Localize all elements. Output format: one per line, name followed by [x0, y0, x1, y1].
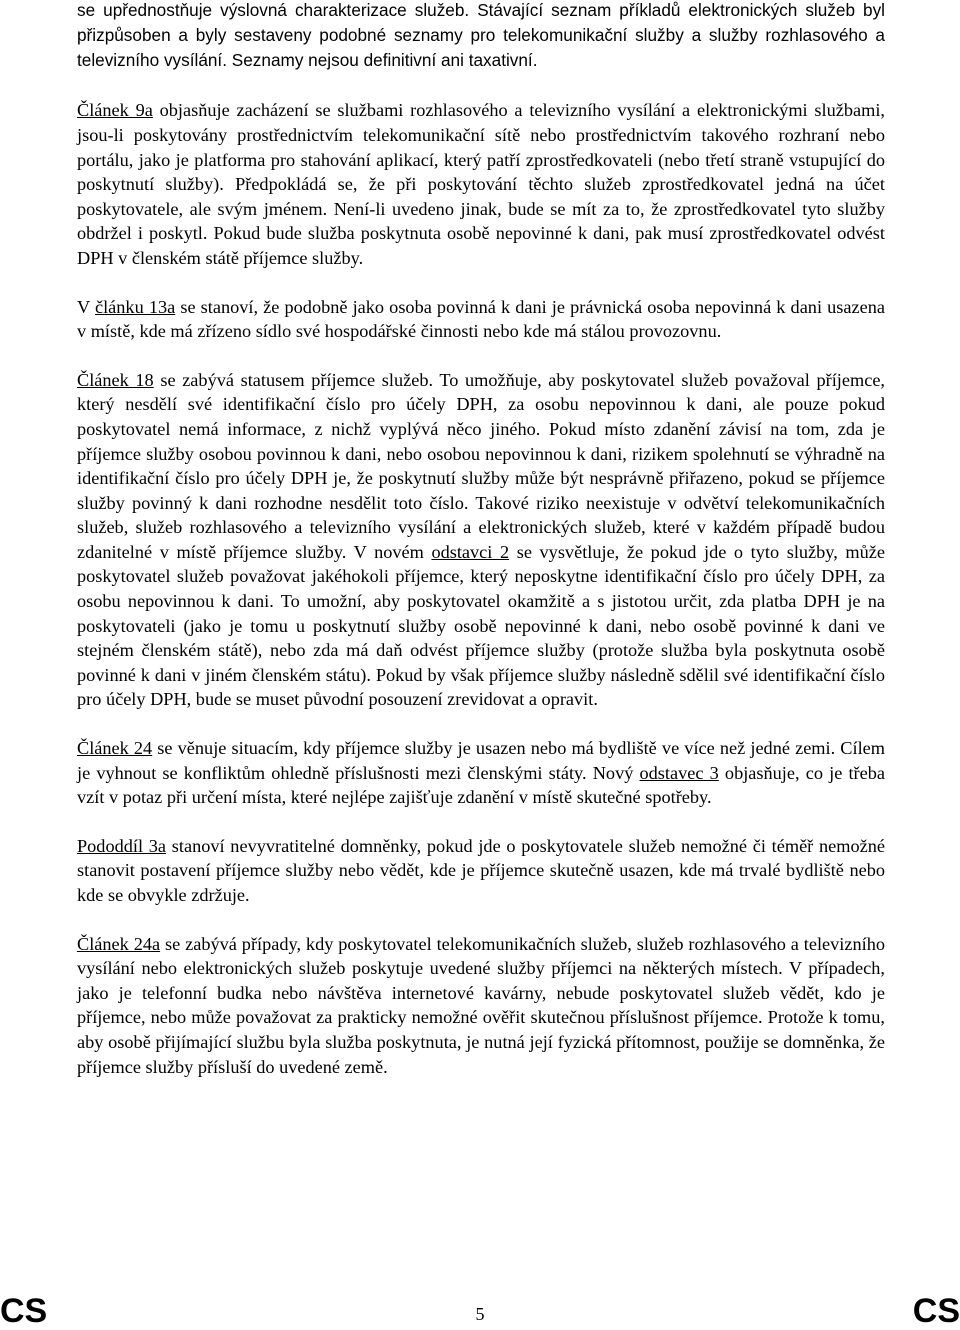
paragraph-3-reference: odstavec 3	[639, 762, 719, 783]
paragraph-text: se vysvětluje, že pokud jde o tyto služby, může poskytovatel služeb považovat jakéhokoli příjemce, který neposkytne identifikační číslo pro účely DPH, za osobu nepovinnou k dani. To umožní, aby poskytovatel okamžitě a s jistotou určit, zda platba DPH je na poskytovateli (jako je tomu u poskytnutí služby osobě nepovinné k dani, nebo osobě povinné k dani ve stejném členském státě), nebo zda má daň odvést příjemce služby (protože služba byla poskytnuta osobě povinné k dani v jiném členském státu). Pokud by však příjemce služby následně sdělil své identifikační číslo pro účely DPH, bude se muset původní posouzení zrevidovat a opravit.	[77, 541, 886, 710]
document-page	[77, 0, 885, 1079]
page-number: 5	[475, 1304, 485, 1324]
paragraph-prefix: V	[77, 296, 95, 317]
paragraph-text: objasňuje zacházení se službami rozhlasového a televizního vysílání a elektronickými službami, jsou-li poskytovány prostřednictvím telekomunikační sítě nebo prostřednictvím takového rozhraní nebo portálu, jako je platforma pro stahování aplikací, který patří zprostředkovateli (nebo třetí straně vstupující do poskytnutí služby).	[77, 100, 885, 195]
paragraph-text: Předpokládá se, že při poskytování těchto služeb zprostředkovatel jedná na účet poskytovatele, ale svým jménem. Není-li uvedeno jinak, bude se mít za to, že zprostředkovatel tyto služby obdržel i poskytl. Pokud bude služba poskytnuta osobě nepovinné k dani, pak musí zprostředkovatel odvést DPH v členském státě příjemce služby.	[77, 174, 885, 268]
paragraph-text: stanoví nevyvratitelné domněnky, pokud jde o poskytovatele služeb nemožné či téměř nemožné stanovit postavení příjemce služby nebo vědět, kde je příjemce skutečně usazen, kde má trvalé bydliště nebo kde se obvykle zdržuje.	[77, 835, 885, 906]
paragraph-article-24	[77, 736, 885, 810]
article-24a-reference: Článek 24a	[77, 933, 161, 954]
paragraph-article-9a	[77, 98, 885, 270]
language-code-left: CS	[0, 1292, 48, 1330]
paragraph-text: se zabývá statusem příjemce služeb. To umožňuje, aby poskytovatel služeb považoval příjemce, který nesdělí své identifikační číslo pro účely DPH, za osobu nepovinnou k dani, ale pouze pokud poskytovatel nemá informace, z nichž vyplývá něco jiného. Pokud místo zdanění závisí na tom, zda je příjemce služby osobou povinnou k dani, nebo osobou nepovinnou k dani, rizikem spolehnutí se výhradně na identifikační číslo pro účely DPH je, že poskytnutí služby může být nesprávně přiřazeno, pokud se příjemce služby povinný k dani rozhodne nesdělit toto číslo. Takové riziko neexistuje v odvětví telekomunikačních služeb, služeb rozhlasového a televizního vysílání a elektronických služeb, které v každém případě budou zdanitelné v místě příjemce služby. V novém	[77, 369, 885, 562]
subsection-3a-reference: Pododdíl 3a	[77, 835, 167, 856]
paragraph-article-24a	[77, 932, 885, 1080]
paragraph-text: se zabývá případy, kdy poskytovatel telekomunikačních služeb, služeb rozhlasového a televizního vysílání nebo elektronických služeb poskytuje uvedené služby příjemci na některých místech. V případech, jako je telefonní budka nebo návštěva internetové kavárny, nebude poskytovatel služeb vědět, kdo je příjemce, nebo může považovat za prakticky nemožné ověřit skutečnou příslušnost příjemce. Protože k tomu, aby osobě přijímající službu byla služba poskytnuta, je nutná její fyzická přítomnost, použije se domněnka, že příjemce služby přísluší do uvedené země.	[77, 933, 885, 1077]
paragraph-services-characterization	[77, 0, 885, 72]
paragraph-article-18	[77, 368, 885, 712]
article-18-reference: Článek 18	[77, 369, 154, 390]
article-24-reference: Článek 24	[77, 738, 153, 759]
article-9a-reference: Článek 9a	[77, 100, 153, 121]
paragraph-article-13a	[77, 295, 885, 344]
article-13a-reference: článku 13a	[94, 296, 176, 317]
page-footer	[0, 1292, 960, 1330]
language-code-right: CS	[912, 1292, 960, 1330]
paragraph-subsection-3a	[77, 834, 885, 908]
paragraph-text: se věnuje situacím, kdy příjemce služby je usazen nebo má bydliště ve více než jedné zemi. Cílem je vyhnout se konfliktům ohledně příslušnosti mezi členskými státy. Nový	[77, 738, 885, 783]
paragraph-text: se upřednostňuje výslovná charakterizace služeb. Stávající seznam příkladů elektronických služeb byl přizpůsoben a byly sestaveny podobné seznamy pro telekomunikační služby a služby rozhlasového a televizního vysílání. Seznamy nejsou definitivní ani taxativní.	[77, 0, 885, 70]
paragraph-text: se stanoví, že podobně jako osoba povinná k dani je právnická osoba nepovinná k dani usazena v místě, kde má zřízeno sídlo své hospodářské činnosti nebo kde má stálou provozovnu.	[77, 296, 885, 342]
paragraph-text: objasňuje, co je třeba vzít v potaz při určení místa, které nejlépe zajišťuje zdanění v místě skutečné spotřeby.	[77, 762, 886, 808]
paragraph-2-reference: odstavci 2	[431, 541, 510, 562]
